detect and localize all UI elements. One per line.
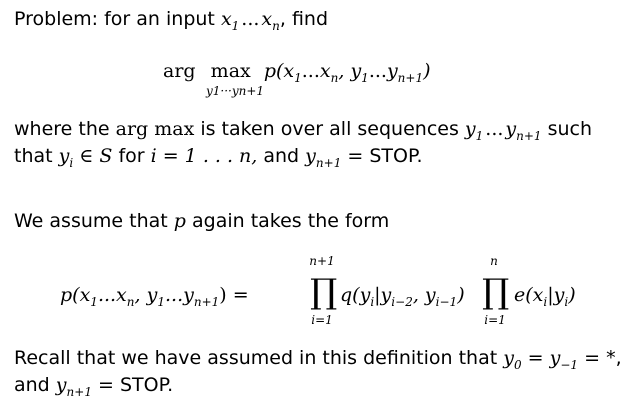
assume-line: We assume that p again takes the form xyxy=(14,210,390,232)
where-line-1: where the arg max is taken over all sequences $y_1$ ... $y_{n+1}$ such xyxy=(14,118,593,143)
form-equation xyxy=(60,284,249,309)
yn1-symbol: $y_{n+1}$ xyxy=(305,145,342,170)
argmax-inline: arg max xyxy=(115,118,195,140)
recall-line-1: Recall that we have assumed in this definition that $y_0 = y_{-1}$ = *, xyxy=(14,347,622,372)
prod2-upper: n xyxy=(490,254,498,268)
prod1-upper: n+1 xyxy=(309,254,335,268)
input-xn: $x_n$ xyxy=(261,8,280,33)
input-dots: ... xyxy=(241,8,260,30)
ym1-symbol: $y_{-1}$ xyxy=(549,347,579,372)
prod2-symbol: ∏ xyxy=(482,272,510,312)
problem-lead: Problem: for an input xyxy=(14,8,215,30)
i-range: i = 1 . . . n, xyxy=(150,145,258,167)
arg-label: arg xyxy=(163,60,196,82)
problem-line xyxy=(14,8,328,32)
q-term: $q(y_i|y_{i-2}$, $y_{i-1}$) xyxy=(340,284,465,309)
prod1-symbol: ∏ xyxy=(310,272,338,312)
input-x: $x_1$ xyxy=(220,8,240,33)
problem-find: , find xyxy=(279,8,329,30)
argmax-limit: y1···yn+1 xyxy=(205,84,265,98)
argmax-body: $p(x_1...x_n$, $y_1...y_{n+1}$) xyxy=(263,60,431,85)
recall-line-2: and $y_{n+1}$ = STOP. xyxy=(14,374,174,399)
recall-yn1-symbol: $y_{n+1}$ xyxy=(55,374,92,399)
y0-symbol: $y_0$ xyxy=(503,347,522,372)
p-symbol: p xyxy=(173,210,186,232)
yi-symbol: $y_i$ xyxy=(58,145,74,170)
prod2-lower: i=1 xyxy=(484,313,506,327)
where-line-2: that $y_i$ ∈ S for i = 1 . . . n, and $y_{n+1}$ = STOP. xyxy=(14,145,423,170)
form-lhs: $p(x_1...x_n$, $y_1...y_{n+1}$) = xyxy=(60,284,249,309)
seq-y: $y_1$ xyxy=(464,118,484,143)
e-term: $e(x_i|y_i)$ xyxy=(514,284,576,309)
prod1-lower: i=1 xyxy=(311,313,333,327)
max-label: max xyxy=(210,60,251,82)
in-S: ∈ S xyxy=(79,145,113,167)
argmax-equation xyxy=(163,60,431,85)
